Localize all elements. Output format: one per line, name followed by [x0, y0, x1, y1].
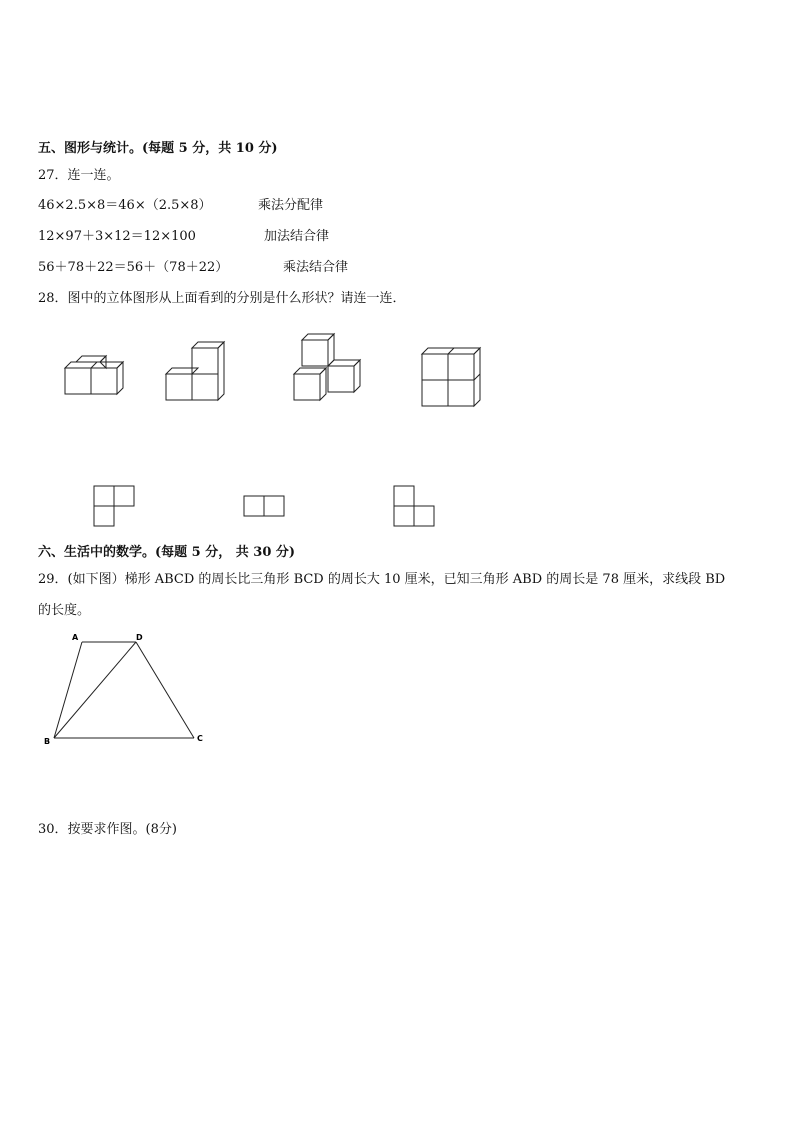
q27-left-item-1: 46×2.5×8＝46×（2.5×8） [38, 198, 212, 213]
top-view-1 [90, 482, 140, 532]
solid-figure-2 [160, 338, 240, 418]
segment-dc [136, 642, 194, 738]
q27-right-item-2: 加法结合律 [264, 229, 330, 244]
section5-heading: 五、图形与统计。(每题 5 分，共 10 分) [38, 141, 278, 156]
segment-ab [54, 642, 82, 738]
q29-text-line2: 的长度。 [38, 603, 91, 618]
q27-label: 27．连一连。 [38, 168, 120, 183]
segment-bd [54, 642, 136, 738]
section6-heading: 六、生活中的数学。(每题 5 分， 共 30 分) [38, 545, 296, 560]
q28-label: 28．图中的立体图形从上面看到的分别是什么形状？请连一连． [38, 291, 406, 306]
q27-right-item-3: 乘法结合律 [283, 260, 349, 275]
top-view-2 [240, 492, 290, 522]
solid-figure-1 [60, 350, 140, 430]
solid-figure-4 [418, 342, 498, 422]
solid-figure-3 [288, 330, 378, 420]
top-view-3 [390, 482, 440, 532]
vertex-label-b: B [44, 737, 51, 746]
q27-left-item-2: 12×97＋3×12＝12×100 [38, 229, 196, 244]
q30-label: 30．按要求作图。(8分) [38, 822, 177, 837]
trapezoid-abcd-figure [40, 628, 220, 748]
q27-left-item-3: 56＋78＋22＝56＋（78＋22） [38, 260, 229, 275]
q27-right-item-1: 乘法分配律 [258, 198, 324, 213]
vertex-label-d: D [136, 633, 143, 642]
vertex-label-c: C [197, 734, 203, 743]
q29-text-line1: 29．(如下图）梯形 ABCD 的周长比三角形 BCD 的周长大 10 厘米，已知三角形 ABD 的周长是 78 厘米，求线段 BD [38, 572, 726, 587]
vertex-label-a: A [72, 633, 79, 642]
